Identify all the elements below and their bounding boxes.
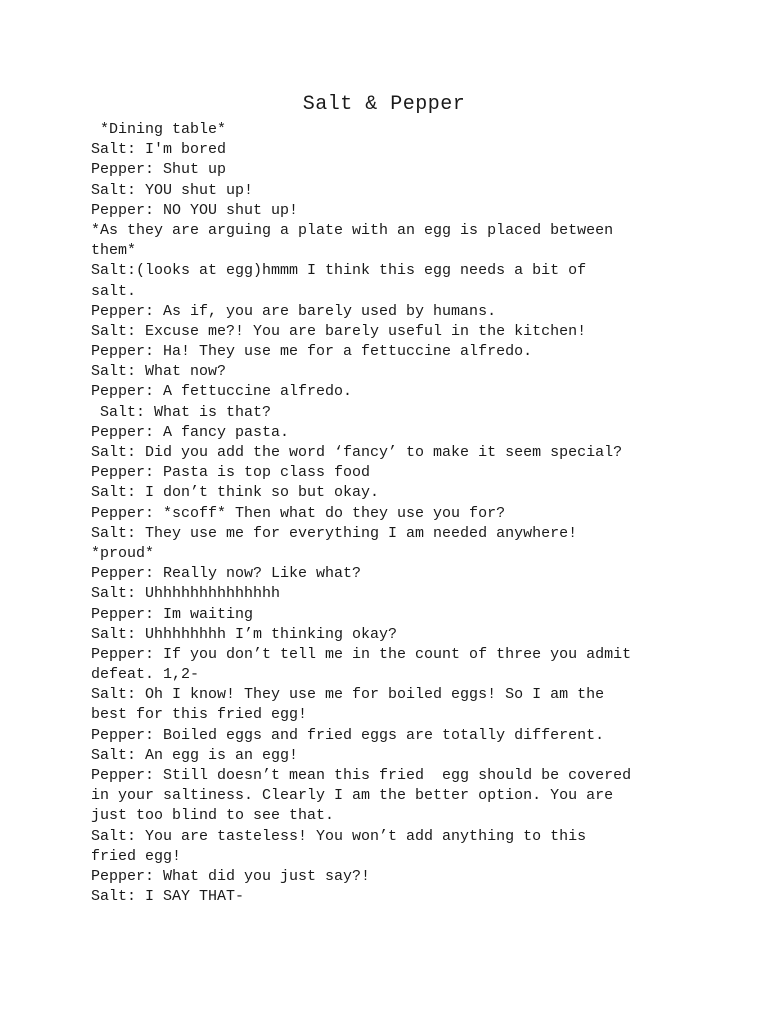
- script-line: Pepper: A fancy pasta.: [91, 423, 290, 441]
- script-line: *Dining table*: [91, 121, 227, 138]
- script-line: Pepper: A fettuccine alfredo.: [91, 383, 353, 401]
- script-line: Salt: Oh I know! They use me for boiled eggs! So I am the: [91, 686, 605, 704]
- script-line: defeat. 1,2-: [91, 666, 200, 684]
- script-line: Salt:(looks at egg)hmmm I think this egg needs a bit of: [91, 262, 587, 280]
- script-line: salt.: [91, 282, 137, 300]
- script-line: Pepper: Pasta is top class food: [91, 464, 371, 482]
- script-line: Salt: You are tasteless! You won’t add anything to this: [91, 827, 587, 845]
- script-line: *As they are arguing a plate with an egg is placed between: [91, 221, 614, 239]
- script-line: Salt: An egg is an egg!: [91, 746, 299, 764]
- script-line: Pepper: Ha! They use me for a fettuccine alfredo.: [91, 343, 533, 361]
- script-line: fried egg!: [91, 847, 182, 865]
- script-line: best for this fried egg!: [91, 706, 308, 724]
- script-line: Salt: Uhhhhhhhhhhhhhh: [91, 585, 281, 603]
- script-line: just too blind to see that.: [91, 807, 335, 825]
- script-line: Pepper: Really now? Like what?: [91, 565, 362, 583]
- script-line: in your saltiness. Clearly I am the better option. You are: [91, 787, 614, 805]
- script-line: Salt: Did you add the word ‘fancy’ to make it seem special?: [91, 444, 623, 461]
- script-line: Pepper: Still doesn’t mean this fried egg should be covered: [91, 767, 632, 784]
- script-line: Salt: YOU shut up!: [91, 181, 254, 199]
- document-title: Salt & Pepper: [302, 93, 466, 116]
- script-line: Salt: What now?: [91, 363, 227, 381]
- script-line: Pepper: *scoff* Then what do they use you for?: [91, 504, 506, 522]
- script-line: Pepper: What did you just say?!: [91, 867, 371, 885]
- script-line: *proud*: [91, 544, 155, 562]
- script-line: Pepper: NO YOU shut up!: [91, 201, 299, 219]
- script-line: Salt: They use me for everything I am needed anywhere!: [91, 524, 578, 542]
- script-line: Pepper: Boiled eggs and fried eggs are totally different.: [91, 726, 605, 744]
- script-line: Salt: What is that?: [91, 403, 272, 421]
- script-line: Pepper: If you don’t tell me in the count of three you admit: [91, 645, 632, 663]
- script-line: them*: [91, 242, 137, 260]
- script-line: Pepper: Shut up: [91, 161, 227, 179]
- script-line: Salt: I'm bored: [91, 141, 227, 159]
- script-line: Salt: Uhhhhhhhh I’m thinking okay?: [91, 625, 398, 643]
- script-line: Salt: I don’t think so but okay.: [91, 484, 380, 502]
- script-line: Salt: I SAY THAT-: [91, 888, 245, 906]
- script-body: [91, 120, 691, 907]
- script-line: Salt: Excuse me?! You are barely useful in the kitchen!: [91, 322, 587, 340]
- script-line: Pepper: Im waiting: [91, 605, 254, 623]
- script-line: Pepper: As if, you are barely used by humans.: [91, 302, 497, 320]
